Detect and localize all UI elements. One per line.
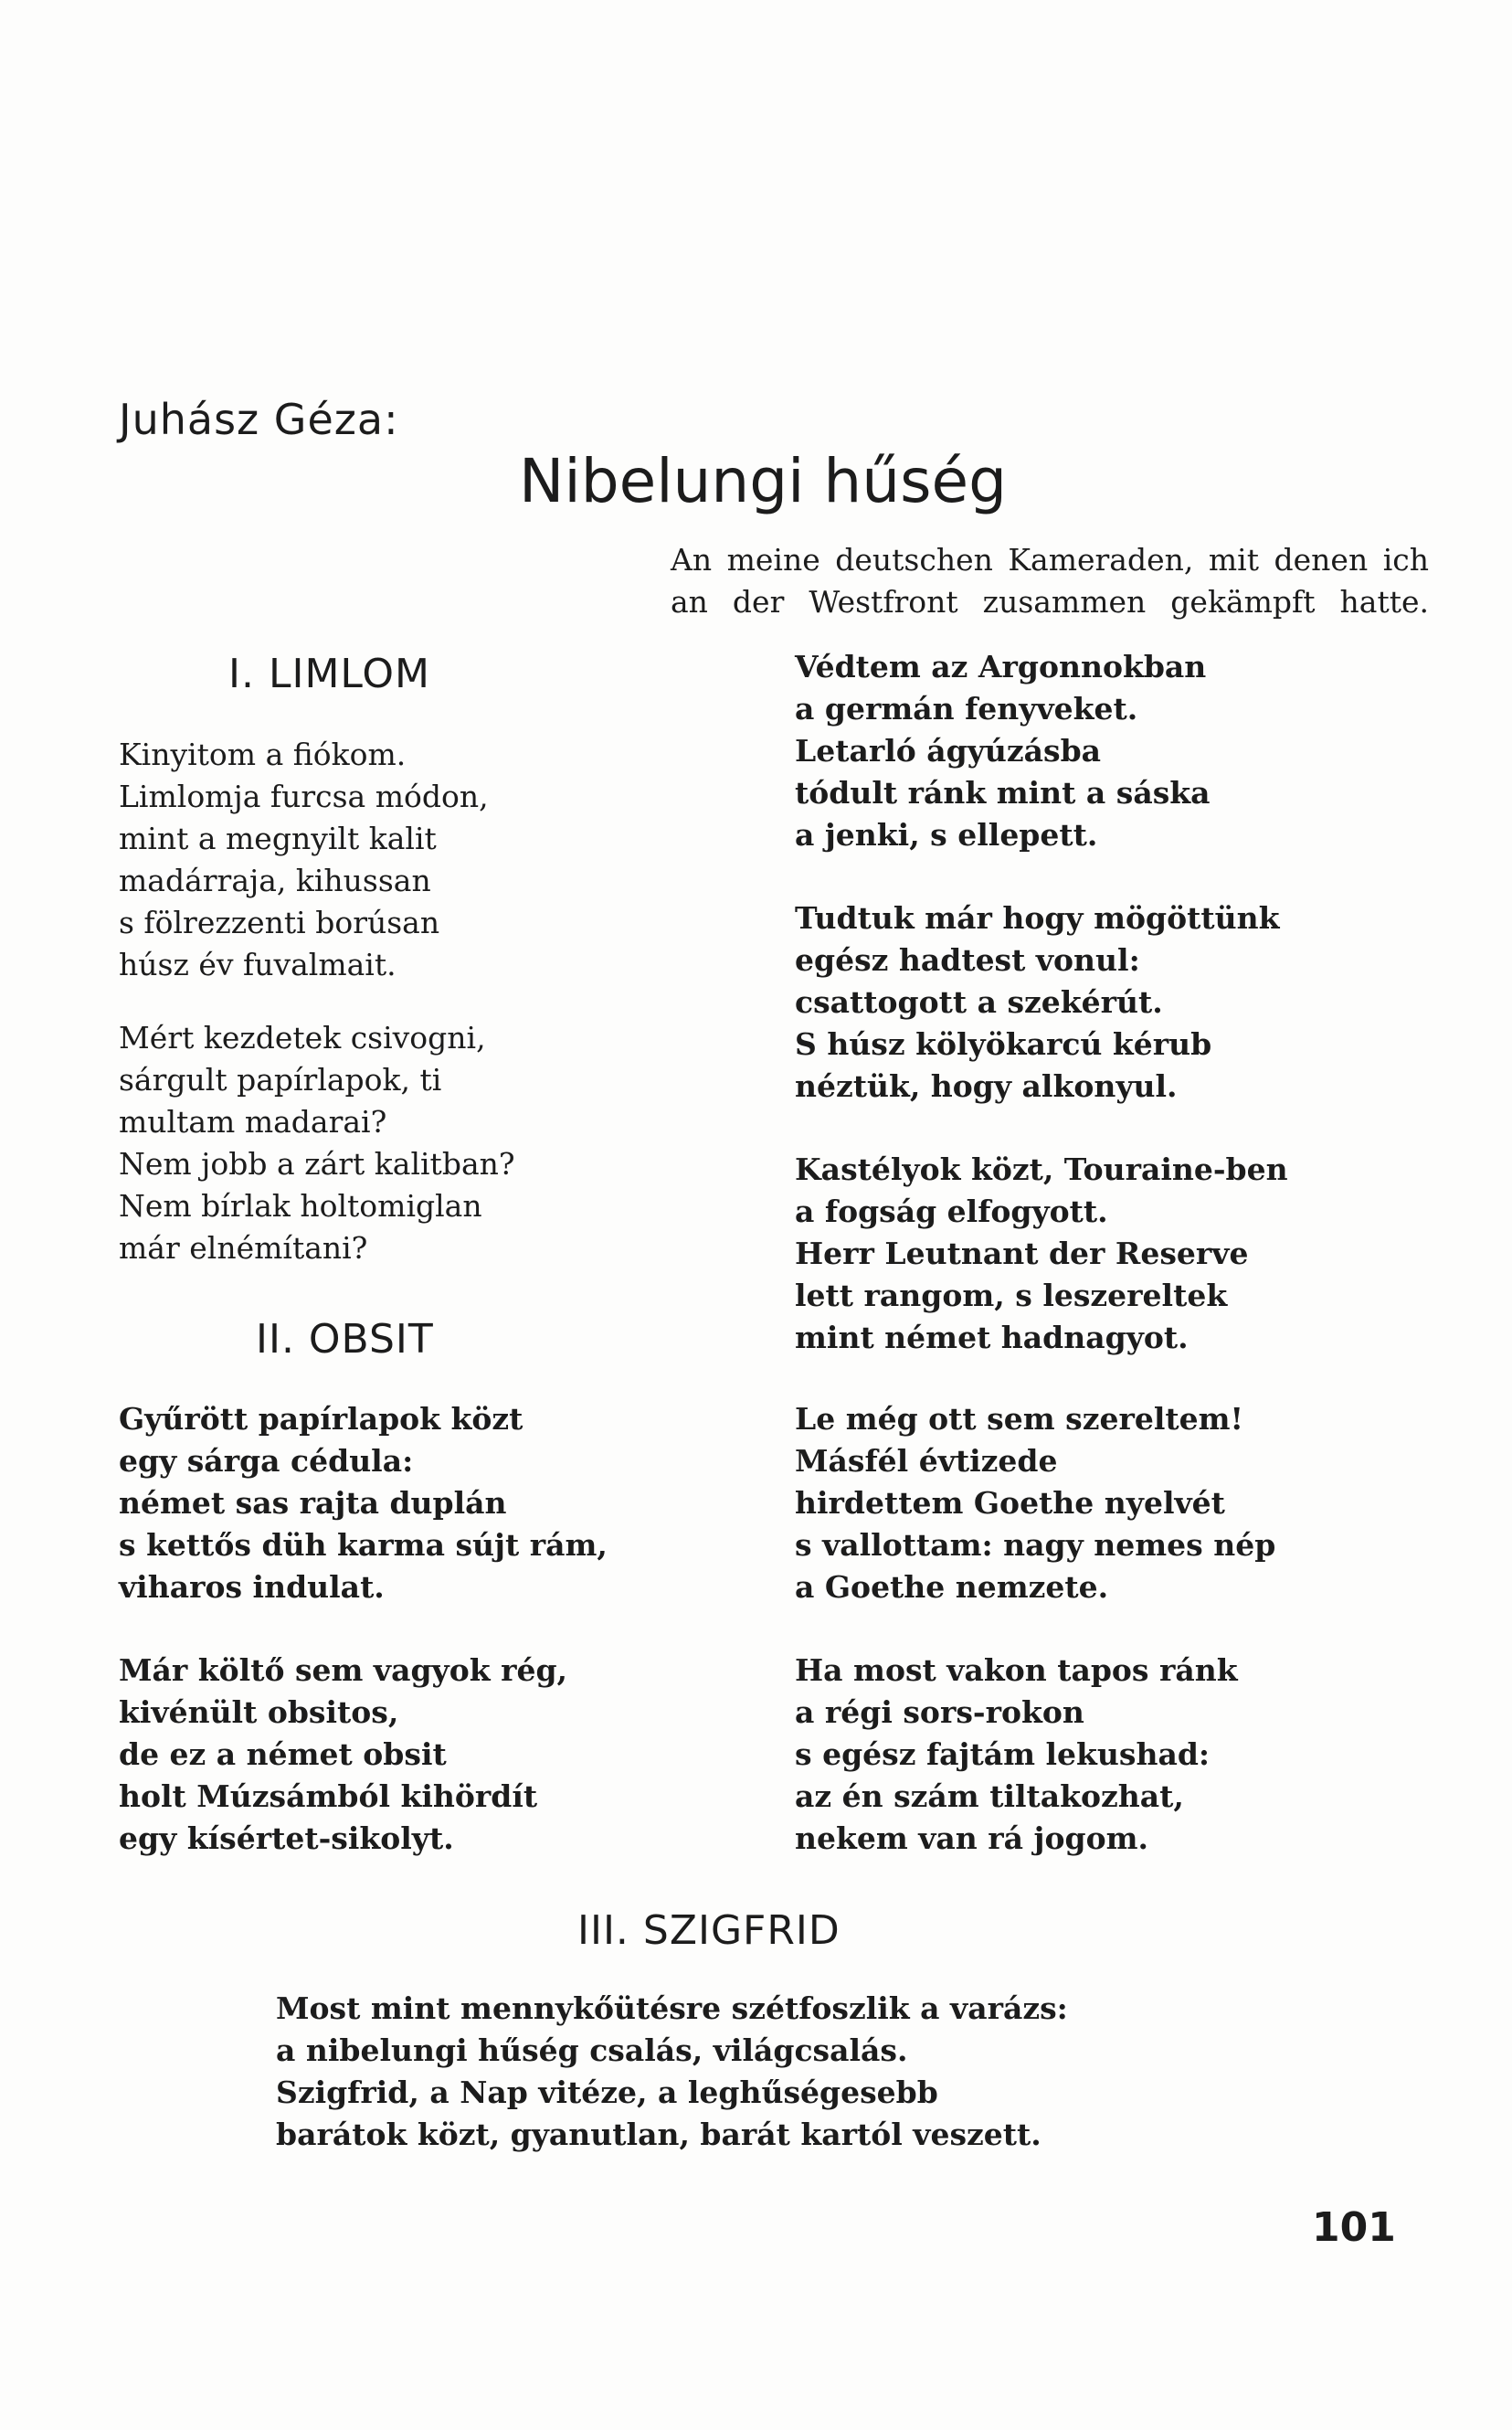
verse-line: lett rangom, s leszereltek [795,1278,1228,1313]
verse-line: holt Múzsámból kihördít [119,1778,538,1814]
dedication-line: an der Westfront zusammen gekämpft hatte. [671,584,1429,620]
verse-line: kivénült obsitos, [119,1694,399,1730]
verse-line: sárgult papírlapok, ti [119,1062,442,1098]
stanza-limlom-2 [119,1017,515,1269]
stanza-right-2 [795,897,1279,1108]
verse-line: néztük, hogy alkonyul. [795,1068,1178,1104]
verse-line: Már költő sem vagyok rég, [119,1652,568,1688]
verse-line: s fölrezzenti borúsan [119,905,440,940]
stanza-right-3 [795,1149,1288,1359]
verse-line: Tudtuk már hogy mögöttünk [795,900,1280,936]
section-heading-szigfrid: III. SZIGFRID [577,1907,841,1954]
section-heading-obsit: II. OBSIT [256,1316,434,1363]
stanza-limlom-1 [119,734,489,986]
page-number: 101 [1312,2204,1396,2251]
verse-line: Herr Leutnant der Reserve [795,1236,1249,1271]
verse-line: egy sárga cédula: [119,1443,414,1479]
stanza-right-1 [795,646,1211,856]
stanza-right-4 [795,1398,1275,1608]
verse-line: viharos indulat. [119,1569,385,1605]
verse-line: német sas rajta duplán [119,1485,507,1521]
verse-line: Letarló ágyúzásba [795,733,1102,769]
verse-line: Limlomja furcsa módon, [119,779,489,814]
verse-line: Védtem az Argonnokban [795,649,1207,684]
verse-line: tódult ránk mint a sáska [795,775,1211,811]
verse-line: mint német hadnagyot. [795,1320,1189,1355]
verse-line: s vallottam: nagy nemes nép [795,1527,1276,1563]
verse-line: de ez a német obsit [119,1736,447,1772]
verse-line: egész hadtest vonul: [795,942,1140,978]
verse-line: a fogság elfogyott. [795,1194,1108,1229]
verse-line: csattogott a szekérút. [795,984,1163,1020]
poem-title: Nibelungi hűség [519,446,1007,516]
verse-line: Ha most vakon tapos ránk [795,1652,1238,1688]
verse-line: a germán fenyveket. [795,691,1138,727]
verse-line: mint a megnyilt kalit [119,821,437,856]
verse-line: barátok közt, gyanutlan, barát kartól veszett. [276,2117,1041,2152]
section-heading-limlom: I. LIMLOM [228,651,430,697]
verse-line: s kettős düh karma sújt rám, [119,1527,608,1563]
verse-line: s egész fajtám lekushad: [795,1736,1211,1772]
verse-line: Mért kezdetek csivogni, [119,1020,486,1056]
verse-line: a Goethe nemzete. [795,1569,1109,1605]
verse-line: Kinyitom a fiókom. [119,737,407,772]
verse-line: Nem bírlak holtomiglan [119,1188,482,1224]
verse-line: már elnémítani? [119,1230,368,1266]
verse-line: nekem van rá jogom. [795,1820,1148,1856]
verse-line: Kastélyok közt, Touraine-ben [795,1151,1288,1187]
verse-line: egy kísértet-sikolyt. [119,1820,454,1856]
verse-line: a jenki, s ellepett. [795,817,1098,853]
author-name: Juhász Géza: [119,395,399,444]
verse-line: a nibelungi hűség csalás, világcsalás. [276,2032,908,2068]
verse-line: Másfél évtizede [795,1443,1058,1479]
verse-line: Nem jobb a zárt kalitban? [119,1146,515,1182]
verse-line: hirdettem Goethe nyelvét [795,1485,1225,1521]
verse-line: húsz év fuvalmait. [119,947,397,982]
verse-line: multam madarai? [119,1104,387,1140]
verse-line: az én szám tiltakozhat, [795,1778,1184,1814]
stanza-szigfrid [276,1988,1068,2156]
verse-line: Le még ott sem szereltem! [795,1401,1244,1437]
verse-line: Most mint mennykőütésre szétfoszlik a varázs: [276,1990,1068,2026]
stanza-right-5 [795,1650,1238,1860]
stanza-obsit-1 [119,1398,608,1608]
verse-line: a régi sors-rokon [795,1694,1084,1730]
verse-line: S húsz kölyökarcú kérub [795,1026,1212,1062]
dedication-line: An meine deutschen Kameraden, mit denen ich [671,542,1429,578]
verse-line: madárraja, kihussan [119,863,431,898]
verse-line: Szigfrid, a Nap vitéze, a leghűségesebb [276,2075,938,2110]
verse-line: Gyűrött papírlapok közt [119,1401,523,1437]
stanza-obsit-2 [119,1650,567,1860]
dedication [671,539,1429,623]
